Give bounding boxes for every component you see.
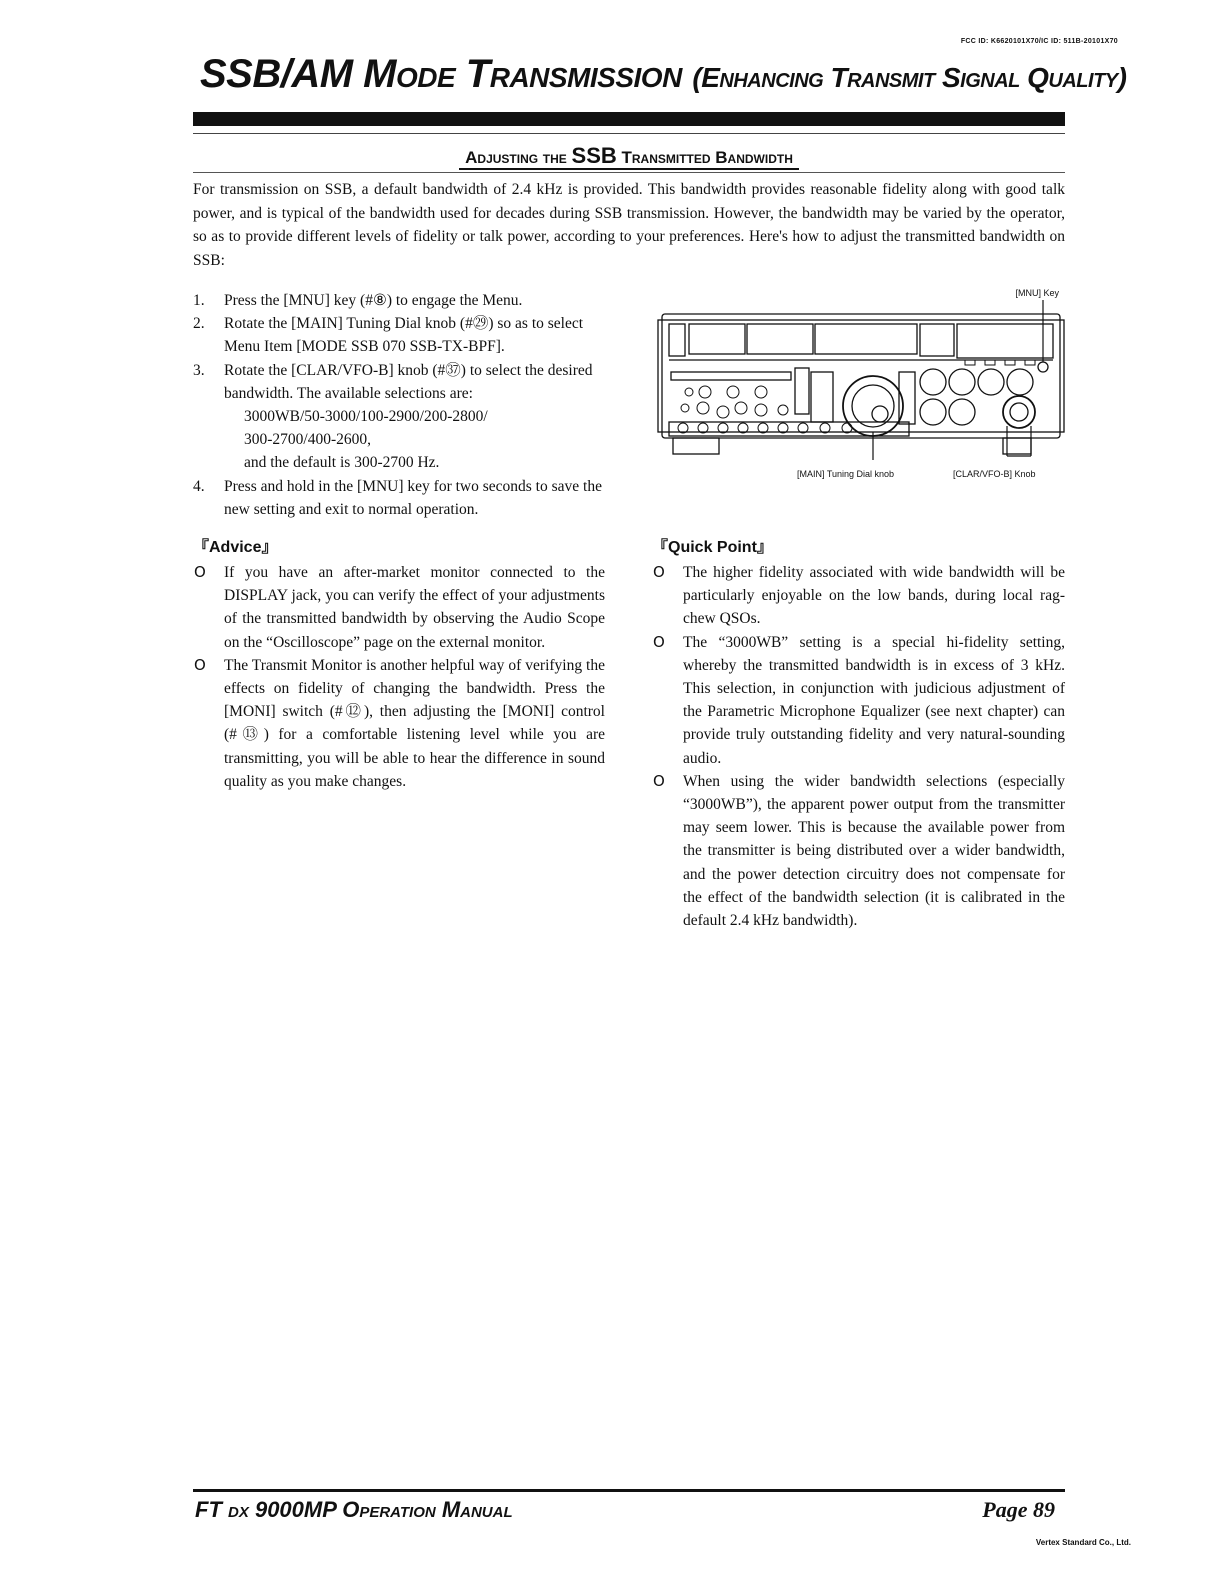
header-thin-rule <box>193 133 1065 134</box>
bullet-circle-icon: O <box>194 563 206 581</box>
section-rule <box>193 172 1065 173</box>
manual-title-part-c: 9000MP <box>248 1497 343 1522</box>
section-heading-part-b: SSB <box>571 143 617 168</box>
step-text: Rotate the [CLAR/VFO-B] knob (#㊲) to select the desired bandwidth. The available selections are: <box>224 361 593 402</box>
quick-point-text: The “3000WB” setting is a special hi-fidelity setting, whereby the transmitted bandwidth is in excess of 3 kHz. This selection, in conjunction with judicious adjustment of the Parametric Microphone Equalizer (see next chapter) can provide truly outstanding fidelity and very natural-sounding audio. <box>683 633 1065 767</box>
radio-front-panel-figure <box>655 286 1065 486</box>
section-heading-part-a: Adjusting the <box>465 148 572 167</box>
advice-box <box>193 537 605 793</box>
quick-point-text: When using the wider bandwidth selections (especially “3000WB”), the apparent power output from the transmitter may seem lower. This is because the available power from the transmitter is being distributed over a wider bandwidth, and the power detection circuitry does not compensate for the effect of the bandwidth selection (it is calibrated in the default 2.4 kHz bandwidth). <box>683 772 1065 930</box>
step-number: 1. <box>193 292 205 309</box>
section-heading <box>193 142 1065 172</box>
page-number: Page 89 <box>982 1497 1055 1522</box>
bandwidth-selections-line-2: 300-2700/400-2600, <box>244 431 372 449</box>
page-title-main: SSB/AM Mode Transmission <box>200 52 682 96</box>
page-title-sub: (Enhancing Transmit Signal Quality) <box>692 62 1127 93</box>
bandwidth-selections-line-1: 3000WB/50-3000/100-2900/200-2800/ <box>244 408 488 426</box>
quick-point-title: 『Quick Point』 <box>652 539 773 556</box>
quick-point-list <box>652 561 1065 932</box>
step-text: Rotate the [MAIN] Tuning Dial knob (#㉙) so as to select Menu Item [MODE SSB 070 SSB-TX-BPF]. <box>224 315 584 356</box>
step-item <box>193 312 605 358</box>
advice-list <box>193 561 605 793</box>
header-thick-rule <box>193 112 1065 126</box>
quick-point-text: The higher fidelity associated with wide bandwidth will be particularly enjoyable on the low bands, during local rag-chew QSOs. <box>683 564 1065 628</box>
mnu-key-label: [MNU] Key <box>1015 288 1059 298</box>
list-item <box>193 654 605 793</box>
intro-paragraph: For transmission on SSB, a default bandwidth of 2.4 kHz is provided. This bandwidth provides reasonable fidelity along with good talk power, and is typical of the bandwidth used for decades during SSB transmission. However, the bandwidth may be varied by the operator, so as to provide different levels of fidelity or talk power, according to your preferences. Here's how to adjust the transmitted bandwidth on SSB: <box>193 181 1065 269</box>
manual-title-part-b: DX <box>228 1504 249 1521</box>
advice-text: The Transmit Monitor is another helpful way of verifying the effects on fidelity of changing the bandwidth. Press the [MONI] switch (#⑫), then adjusting the [MONI] control (#⑬) for a comfortable listening level while you are transmitting, you will be able to hear the difference in sound quality as you make changes. <box>224 656 605 790</box>
page-title <box>200 48 1127 104</box>
manual-title <box>195 1496 513 1527</box>
company-name: Vertex Standard Co., Ltd. <box>1035 1538 1131 1547</box>
advice-title: 『Advice』 <box>193 539 278 556</box>
step-number: 4. <box>193 477 205 495</box>
quick-point-box <box>652 537 1065 932</box>
procedure-steps <box>193 289 605 521</box>
manual-title-part-d: Operation Manual <box>342 1497 513 1522</box>
step-number: 3. <box>193 361 205 379</box>
list-item <box>193 561 605 654</box>
clar-vfo-b-label: [CLAR/VFO-B] Knob <box>953 469 1036 479</box>
bullet-circle-icon: O <box>653 632 665 651</box>
manual-title-part-a: FT <box>195 1497 228 1522</box>
default-bandwidth-note: and the default is 300-2700 Hz. <box>244 454 440 472</box>
list-item <box>652 770 1065 932</box>
section-heading-part-c: Transmitted Bandwidth <box>616 148 793 167</box>
list-item <box>652 561 1065 631</box>
step-text: Press and hold in the [MNU] key for two seconds to save the new setting and exit to normal operation. <box>224 477 602 518</box>
main-dial-label: [MAIN] Tuning Dial knob <box>797 469 895 479</box>
step-item <box>193 289 605 312</box>
footer-rule <box>193 1489 1065 1492</box>
step-number: 2. <box>193 315 205 333</box>
bullet-circle-icon: O <box>653 563 665 581</box>
radio-front-panel-drawing <box>655 300 1065 480</box>
step-item <box>193 475 605 521</box>
bullet-circle-icon: O <box>194 655 206 674</box>
fcc-id: FCC ID: K6620101X70/IC ID: 511B-20101X70 <box>960 38 1118 45</box>
step-item <box>193 359 605 475</box>
step-text: Press the [MNU] key (#⑧) to engage the Menu. <box>224 292 523 309</box>
list-item <box>652 631 1065 770</box>
section-heading-underline <box>459 143 799 170</box>
bullet-circle-icon: O <box>653 771 665 790</box>
advice-text: If you have an after-market monitor connected to the DISPLAY jack, you can verify the effect of your adjustments of the transmitted bandwidth by observing the Audio Scope on the “Oscilloscope” page on the external monitor. <box>224 564 605 651</box>
